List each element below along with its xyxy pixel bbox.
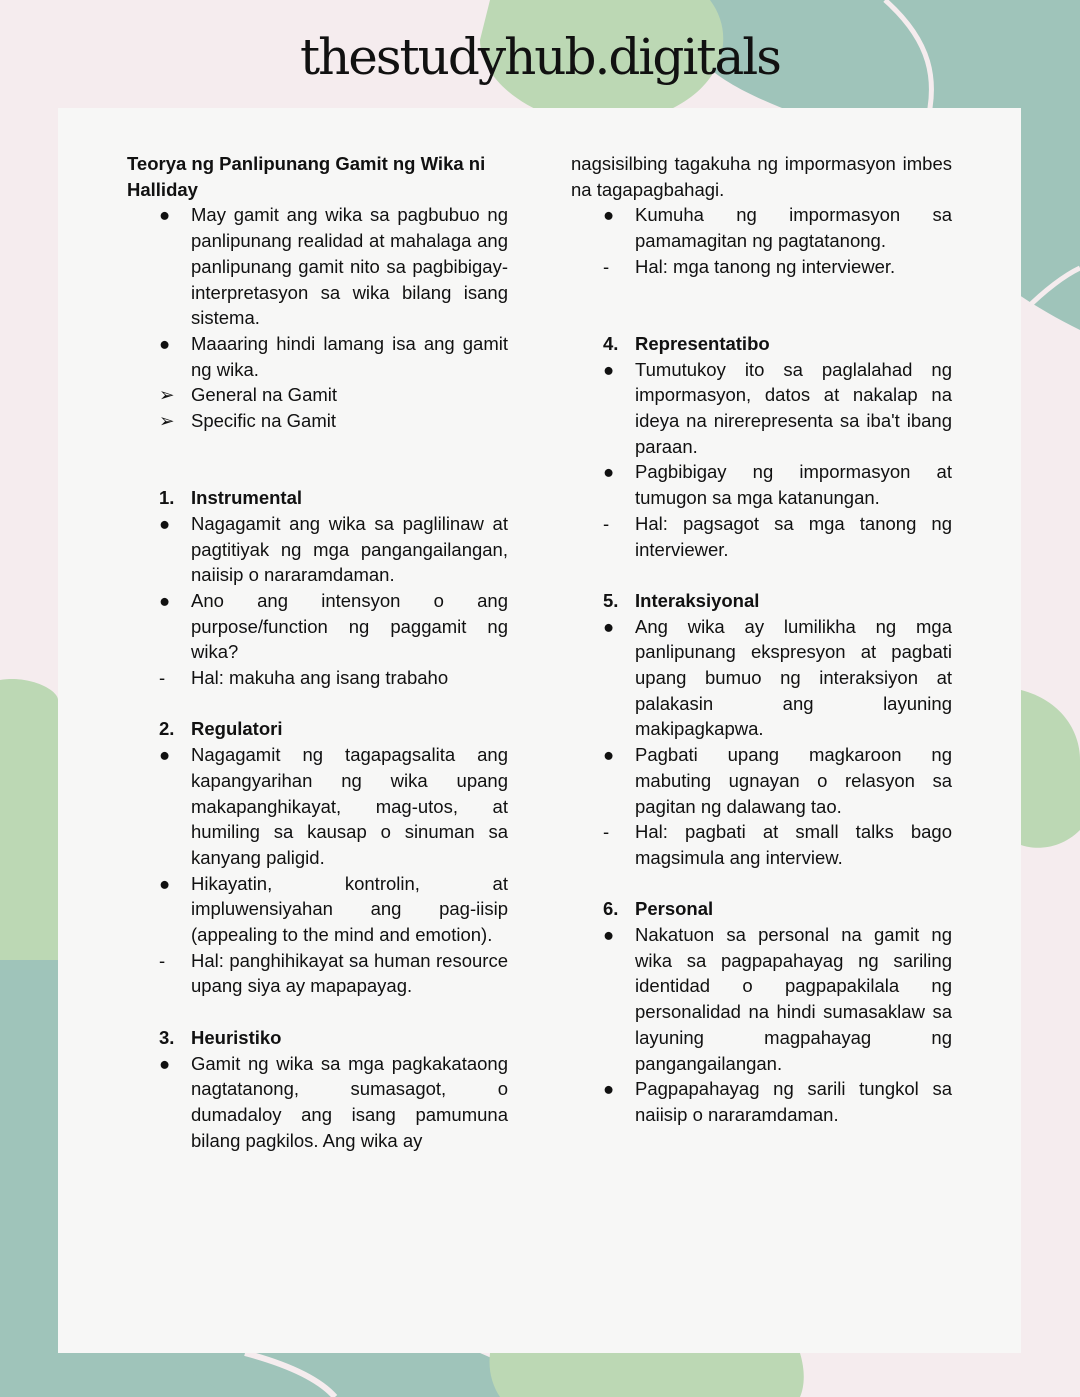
list-item <box>127 408 508 434</box>
list-item-text: Hal: pagbati at small talks bago magsimula ang interview. <box>635 821 952 868</box>
continuation-text: nagsisilbing tagakuha ng impormasyon imbes na tagapagbahagi. <box>571 153 952 200</box>
list-item <box>127 511 508 588</box>
list-item-text: Pagpapahayag ng sarili tungkol sa naiisip o nararamdaman. <box>635 1078 952 1125</box>
list-item <box>571 511 952 562</box>
bullet-marker: ● <box>603 461 615 483</box>
list-item <box>127 1051 508 1154</box>
list-item <box>571 614 952 743</box>
list-item-text: Maaaring hindi lamang isa ang gamit ng wika. <box>191 332 508 380</box>
bullet-marker: - <box>603 512 610 534</box>
list-item <box>571 819 952 870</box>
list-item-text: Hal: makuha ang isang trabaho <box>191 667 449 689</box>
list-item <box>571 357 952 460</box>
list-item <box>127 331 508 382</box>
section-number: 1. <box>159 487 175 509</box>
section-heading-text: Personal <box>635 898 714 920</box>
bullet-marker: ● <box>603 615 615 637</box>
section-number: 6. <box>603 898 619 920</box>
bullet-marker: ● <box>603 204 615 226</box>
bullet-marker: ● <box>159 204 171 226</box>
list-item <box>571 742 952 819</box>
bullet-marker: ● <box>159 589 171 611</box>
bullet-marker: - <box>603 821 610 843</box>
list-item-text: Hal: panghihikayat sa human resource upang siya ay mapapayag. <box>191 949 508 997</box>
section-heading-text: Heuristiko <box>191 1026 282 1048</box>
list-item-text: Hal: pagsagot sa mga tanong ng interviewer. <box>635 512 952 560</box>
bullet-marker: ➢ <box>159 384 175 406</box>
list-item <box>571 202 952 253</box>
section-regulatori <box>127 716 508 999</box>
green-blob-left <box>0 679 58 960</box>
section-number: 3. <box>159 1026 175 1048</box>
section-heuristiko <box>127 1025 508 1154</box>
green-blob-bottom <box>489 1353 803 1397</box>
list-item <box>127 202 508 331</box>
section-instrumental <box>127 485 508 691</box>
section-heading <box>127 716 508 742</box>
section-heading-text: Instrumental <box>191 487 303 509</box>
list-item-text: Gamit ng wika sa mga pagkakataong nagtatanong, sumasagot, o dumadaloy ang isang pamumuna bilang pagkilos. Ang wika ay <box>191 1052 508 1151</box>
list-item-text: Hal: mga tanong ng interviewer. <box>635 255 896 277</box>
list-item-text: Pagbibigay ng impormasyon at tumugon sa mga katanungan. <box>635 461 952 509</box>
bullet-marker: ● <box>159 744 171 766</box>
section-heading <box>571 331 952 357</box>
list-item <box>127 665 508 691</box>
section-heading <box>127 485 508 511</box>
list-item <box>571 1076 952 1127</box>
left-column <box>127 151 508 1153</box>
list-item <box>571 459 952 510</box>
list-item-text: Pagbati upang magkaroon ng mabuting ugnayan o relasyon sa pagitan ng dalawang tao. <box>635 744 952 817</box>
section-personal <box>571 896 952 1127</box>
brand-logo: thestudyhub.digitals <box>300 28 780 86</box>
list-item <box>127 871 508 948</box>
section-number: 2. <box>159 718 175 740</box>
section-number: 4. <box>603 332 619 354</box>
list-item-text: Ang wika ay lumilikha ng mga panlipunang ekspresyon at pagbati upang bumuo ng interaksiyon at palakasin ang layuning makipagkapwa. <box>635 615 952 740</box>
section-interaksiyonal <box>571 588 952 871</box>
list-item-text: Nagagamit ng tagapagsalita ang kapangyarihan ng wika upang makapanghikayat, mag-utos, at humiling sa kausap o sinuman sa kanyang paligid. <box>191 744 508 868</box>
bullet-marker: ● <box>159 332 171 354</box>
bullet-marker: ● <box>603 1078 615 1100</box>
section-heading <box>571 896 952 922</box>
list-item-text: Tumutukoy ito sa paglalahad ng impormasyon, datos at nakalap na ideya na nirerepresenta sa iba't ibang paraan. <box>635 358 952 457</box>
section-heading-text: Regulatori <box>191 718 283 740</box>
list-item <box>127 742 508 871</box>
section-representatibo <box>571 331 952 562</box>
list-item-text: May gamit ang wika sa pagbubuo ng panlipunang realidad at mahalaga ang panlipunang gamit nito sa pagbibigay-interpretasyon sa wika bilang isang sistema. <box>191 204 508 329</box>
bullet-marker: ● <box>603 924 615 946</box>
section-heading-text: Interaksiyonal <box>635 589 760 611</box>
green-blob-right <box>1021 690 1080 848</box>
bullet-marker: ● <box>159 872 171 894</box>
list-item <box>571 254 952 280</box>
bullet-marker: ● <box>159 1052 171 1074</box>
list-item-text: General na Gamit <box>191 384 338 406</box>
list-item-text: Hikayatin, kontrolin, at impluwensiyahan ang pag-iisip (appealing to the mind and emotion). <box>191 872 508 946</box>
right-column <box>571 151 952 1128</box>
list-item <box>127 588 508 665</box>
bullet-marker: ● <box>159 512 171 534</box>
bullet-marker: - <box>159 949 166 971</box>
section-heading <box>571 588 952 614</box>
list-item-text: Ano ang intensyon o ang purpose/function ng paggamit ng wika? <box>191 589 508 663</box>
list-item-text: Kumuha ng impormasyon sa pamamagitan ng pagtatanong. <box>635 204 952 252</box>
list-item <box>571 922 952 1076</box>
list-item <box>127 948 508 999</box>
bullet-marker: - <box>603 255 610 277</box>
list-item-text: Nakatuon sa personal na gamit ng wika sa pagpapahayag ng sariling identidad o pagpapakilala ng personalidad na hindi sumasaklaw sa layuning magpahayag ng pangangailangan. <box>635 924 952 1074</box>
list-item-text: Specific na Gamit <box>191 410 336 432</box>
bullet-marker: ➢ <box>159 410 175 432</box>
section-number: 5. <box>603 589 619 611</box>
section-heading <box>127 1025 508 1051</box>
document-title: Teorya ng Panlipunang Gamit ng Wika ni Halliday <box>127 153 486 200</box>
bullet-marker: - <box>159 667 166 689</box>
list-item-text: Nagagamit ang wika sa paglilinaw at pagtitiyak ng mga pangangailangan, naiisip o nararamdaman. <box>191 512 508 586</box>
bullet-marker: ● <box>603 358 615 380</box>
list-item <box>127 382 508 408</box>
section-heading-text: Representatibo <box>635 332 770 354</box>
bullet-marker: ● <box>603 744 615 766</box>
